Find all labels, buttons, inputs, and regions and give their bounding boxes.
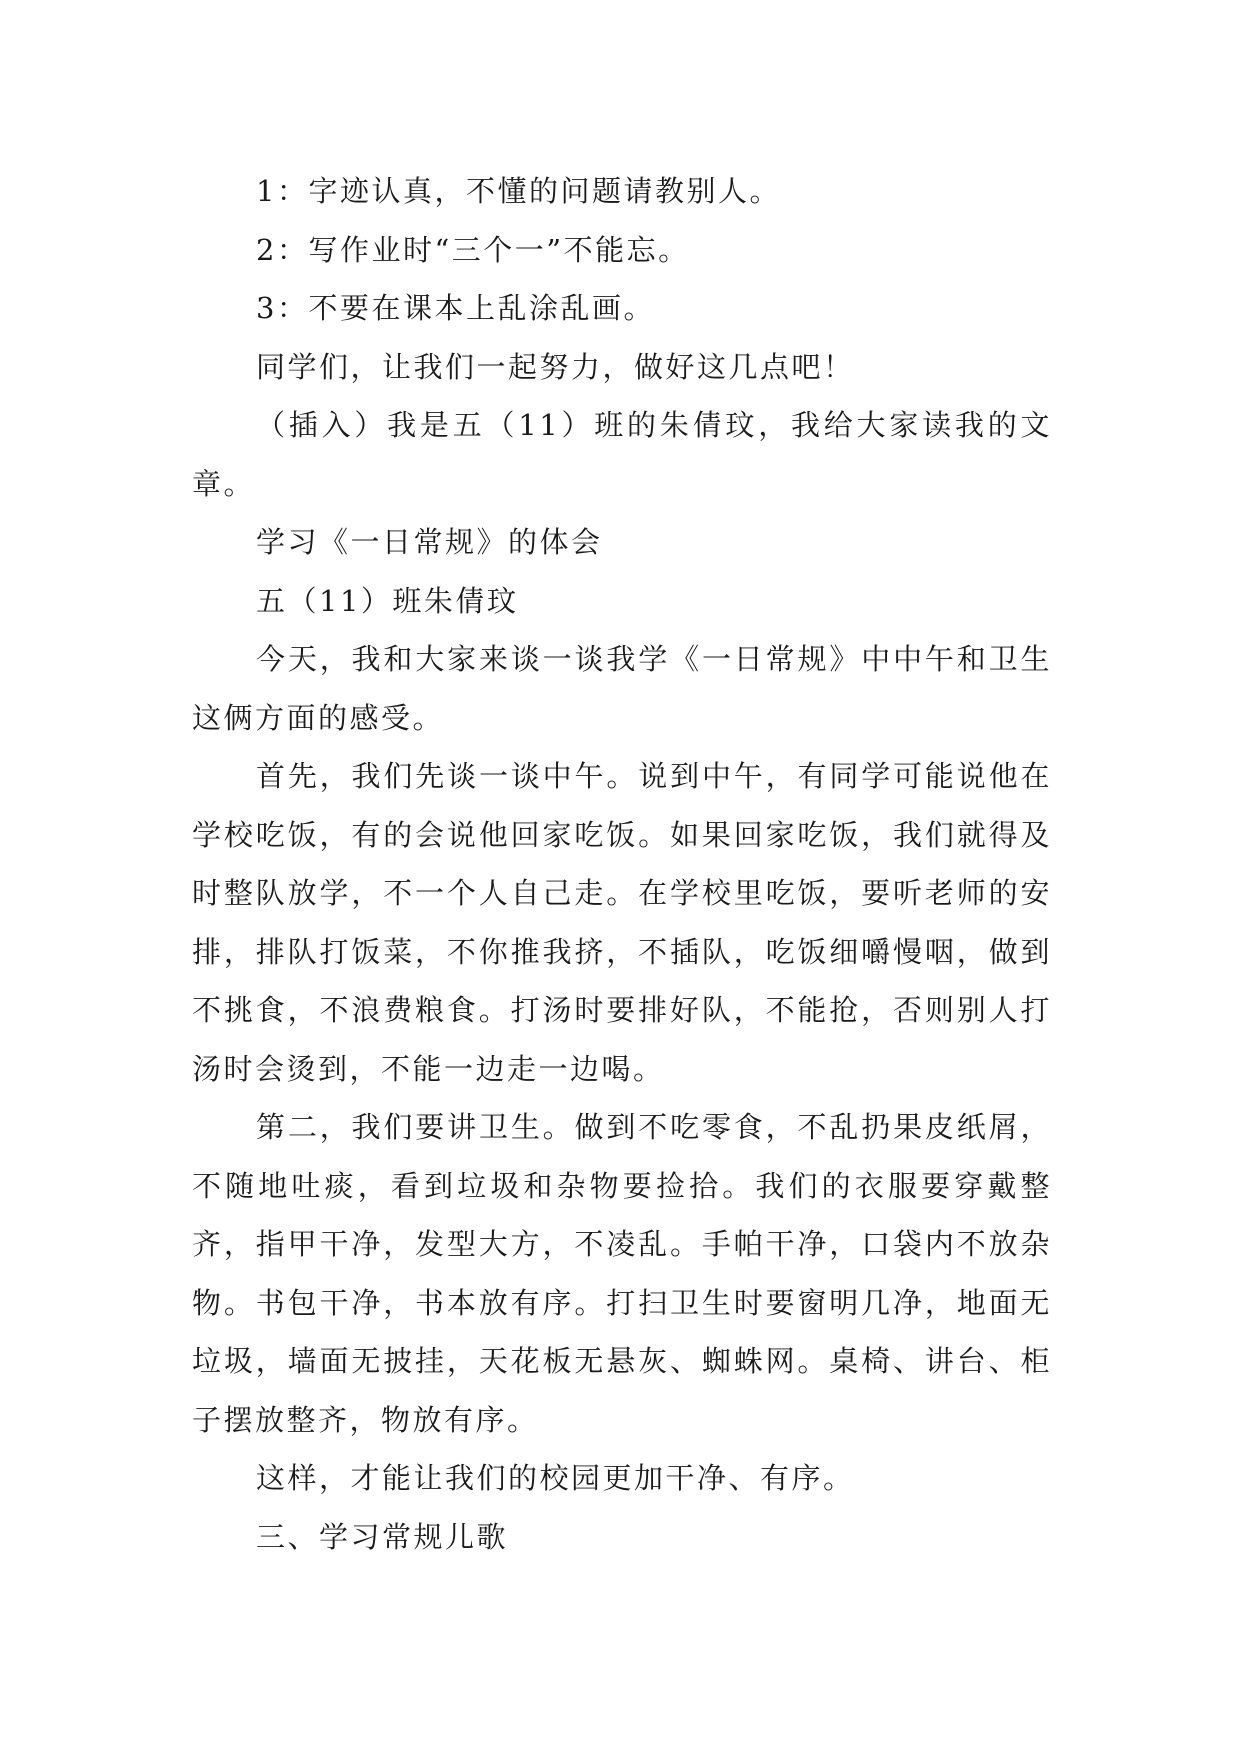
- essay-paragraph-conclusion: 这样，才能让我们的校园更加干净、有序。: [256, 1461, 855, 1495]
- document-body: [192, 162, 1052, 1566]
- essay-author: 五（11）班朱倩玟: [256, 583, 519, 618]
- essay-paragraph-noon: 首先，我们先谈一谈中午。说到中午，有同学可能说他在学校吃饭，有的会说他回家吃饭。如果回家吃饭，我们就得及时整队放学，不一个人自己走。在学校里吃饭，要听老师的安排，排队打饭菜，不你推我挤，不插队，吃饭细嚼慢咽，做到不挑食，不浪费粮食。打汤时要排好队，不能抢，否则别人打汤时会烫到，不能一边走一边喝。: [192, 759, 1052, 1086]
- essay-paragraph-hygiene: 第二，我们要讲卫生。做到不吃零食，不乱扔果皮纸屑，不随地吐痰，看到垃圾和杂物要捡拾。我们的衣服要穿戴整齐，指甲干净，发型大方，不凌乱。手帕干净，口袋内不放杂物。书包干净，书本放有序。打扫卫生时要窗明几净，地面无垃圾，墙面无披挂，天花板无悬灰、蜘蛛网。桌椅、讲台、柜子摆放整齐，物放有序。: [192, 1110, 1052, 1437]
- essay-paragraph-intro: 今天，我和大家来谈一谈我学《一日常规》中中午和卫生这俩方面的感受。: [192, 642, 1052, 735]
- rule-item-1: 1：字迹认真，不懂的问题请教别人。: [256, 174, 781, 208]
- insert-intro: （插入）我是五（11）班的朱倩玟，我给大家读我的文章。: [192, 408, 1052, 501]
- closing-call: 同学们，让我们一起努力，做好这几点吧！: [256, 349, 855, 384]
- rule-item-3: 3：不要在课本上乱涂乱画。: [256, 291, 655, 325]
- rule-item-2: 2：写作业时“三个一”不能忘。: [256, 232, 690, 267]
- essay-title: 学习《一日常规》的体会: [256, 525, 603, 559]
- section-heading: 三、学习常规儿歌: [256, 1519, 509, 1554]
